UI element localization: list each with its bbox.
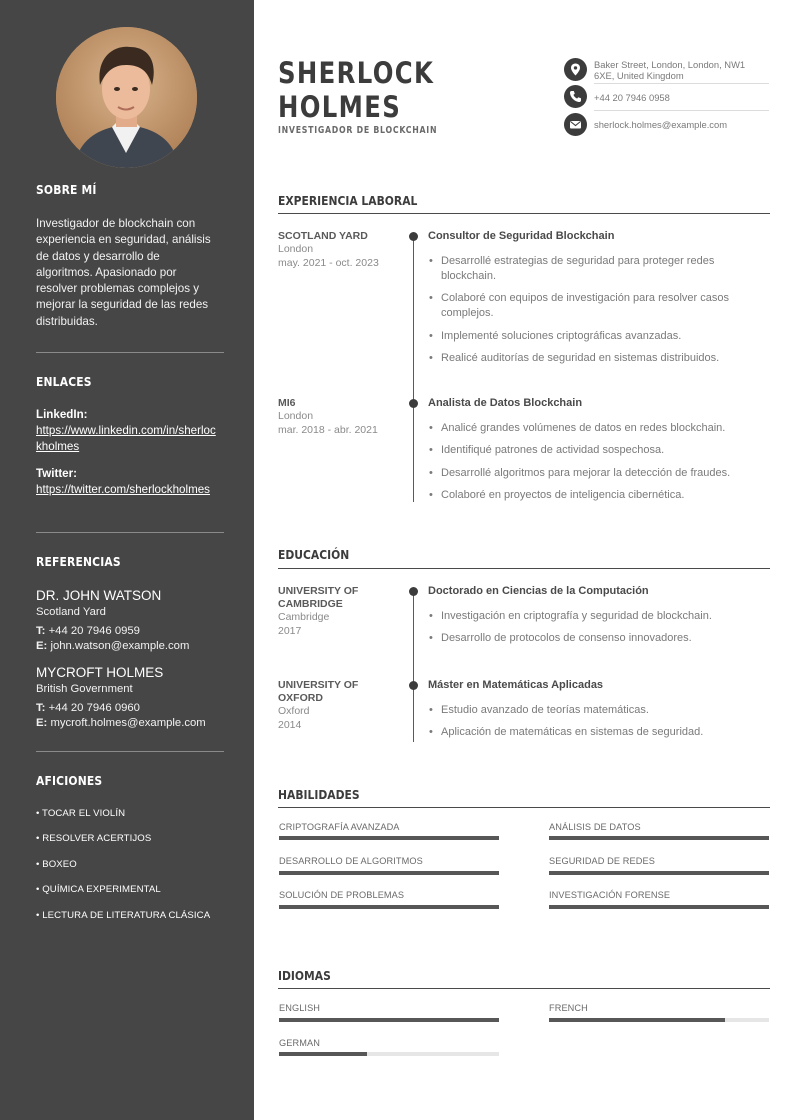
education-bullet: • Aplicación de matemáticas en sistemas de seguridad. — [441, 725, 761, 740]
language-bar — [279, 1052, 499, 1056]
section-rule — [278, 568, 770, 569]
education-bullet: • Estudio avanzado de teorías matemáticas. — [441, 703, 761, 718]
experience-dates: may. 2021 - oct. 2023 — [278, 257, 379, 269]
skills-heading: HABILIDADES — [278, 787, 360, 802]
experience-dates: mar. 2018 - abr. 2021 — [278, 424, 378, 436]
language-label: FRENCH — [549, 1003, 588, 1013]
timeline-dot — [409, 399, 418, 408]
skill-label: ANÁLISIS DE DATOS — [549, 822, 641, 832]
divider — [36, 532, 224, 533]
experience-bullet: • Desarrollé estrategias de seguridad para proteger redes blockchain. — [441, 254, 761, 284]
phone-icon — [564, 85, 587, 108]
phone-label: T: — [36, 702, 46, 714]
experience-org: MI6 — [278, 397, 296, 409]
name-last: HOLMES — [278, 90, 402, 124]
divider — [594, 83, 769, 84]
divider — [36, 352, 224, 353]
education-degree: Doctorado en Ciencias de la Computación — [428, 585, 649, 597]
about-text: Investigador de blockchain con experiencia en seguridad, análisis de datos y desarrollo de algoritmos. Apasionado por resolver problemas complejos y mejorar la seguridad de las redes distribuidas. — [36, 217, 211, 328]
phone-label: T: — [36, 625, 46, 637]
divider — [594, 110, 769, 111]
reference-org: Scotland Yard — [36, 606, 106, 618]
languages-heading: IDIOMAS — [278, 968, 331, 983]
reference-email — [36, 717, 206, 729]
education-location: Cambridge — [278, 611, 330, 623]
hobby-item: • TOCAR EL VIOLÍN — [36, 808, 126, 819]
hobbies-heading: AFICIONES — [36, 773, 103, 788]
reference-phone-value: +44 20 7946 0960 — [48, 702, 140, 714]
experience-role: Analista de Datos Blockchain — [428, 397, 583, 409]
section-rule — [278, 807, 770, 808]
sidebar — [0, 0, 254, 1120]
linkedin-link[interactable]: https://www.linkedin.com/in/sherlockholmes — [36, 424, 216, 453]
email-label: E: — [36, 640, 48, 652]
skill-bar-fill — [279, 905, 499, 909]
experience-location: London — [278, 410, 314, 422]
reference-email-value: mycroft.holmes@example.com — [50, 717, 206, 729]
education-org: UNIVERSITY OF CAMBRIDGE — [278, 585, 359, 611]
reference-name: DR. JOHN WATSON — [36, 588, 162, 603]
education-bullet: • Desarrollo de protocolos de consenso innovadores. — [441, 631, 761, 646]
language-label: ENGLISH — [279, 1003, 321, 1013]
section-rule — [278, 988, 770, 989]
skill-bar-fill — [549, 836, 769, 840]
skill-bar — [279, 871, 499, 875]
experience-bullet: • Identifiqué patrones de actividad sospechosa. — [441, 443, 761, 458]
skill-bar-fill — [549, 905, 769, 909]
education-heading: EDUCACIÓN — [278, 547, 350, 562]
job-title: INVESTIGADOR DE BLOCKCHAIN — [278, 125, 438, 136]
email-icon — [564, 113, 587, 136]
skill-bar-fill — [549, 871, 769, 875]
skill-label: SOLUCIÓN DE PROBLEMAS — [279, 890, 405, 900]
education-org: UNIVERSITY OF OXFORD — [278, 679, 359, 705]
skill-label: CRIPTOGRAFÍA AVANZADA — [279, 822, 400, 832]
about-heading: SOBRE MÍ — [36, 182, 97, 197]
experience-bullet: • Analicé grandes volúmenes de datos en redes blockchain. — [441, 421, 761, 436]
education-year: 2017 — [278, 625, 302, 637]
education-location: Oxford — [278, 705, 310, 717]
divider — [36, 751, 224, 752]
skill-bar — [279, 836, 499, 840]
experience-timeline — [413, 236, 414, 502]
experience-bullet: • Realicé auditorías de seguridad en sistemas distribuidos. — [441, 351, 761, 366]
hobby-item: • QUÍMICA EXPERIMENTAL — [36, 884, 161, 895]
portrait-image — [56, 27, 197, 168]
reference-email — [36, 640, 189, 652]
language-bar-fill — [549, 1018, 725, 1022]
experience-bullet: • Desarrollé algoritmos para mejorar la detección de fraudes. — [441, 466, 761, 481]
email-label: E: — [36, 717, 48, 729]
references-heading: REFERENCIAS — [36, 554, 121, 569]
experience-bullet: • Colaboré en proyectos de inteligencia cibernética. — [441, 488, 761, 503]
language-label: GERMAN — [279, 1038, 320, 1048]
skill-bar-fill — [279, 871, 499, 875]
experience-bullet: • Colaboré con equipos de investigación para resolver casos complejos. — [441, 291, 761, 321]
name-first: SHERLOCK — [278, 56, 435, 90]
hobby-item: • RESOLVER ACERTIJOS — [36, 833, 152, 844]
education-degree: Máster en Matemáticas Aplicadas — [428, 679, 604, 691]
language-bar-fill — [279, 1052, 367, 1056]
twitter-label: Twitter: — [36, 467, 78, 480]
experience-heading: EXPERIENCIA LABORAL — [278, 193, 418, 208]
experience-location: London — [278, 243, 314, 255]
timeline-dot — [409, 681, 418, 690]
contact-email[interactable]: sherlock.holmes@example.com — [594, 119, 728, 130]
language-bar — [549, 1018, 769, 1022]
skill-bar — [549, 836, 769, 840]
skill-bar — [549, 905, 769, 909]
contact-address: Baker Street, London, London, NW1 6XE, United Kingdom — [594, 59, 746, 82]
reference-phone — [36, 702, 140, 714]
reference-phone — [36, 625, 140, 637]
reference-phone-value: +44 20 7946 0959 — [48, 625, 140, 637]
experience-org: SCOTLAND YARD — [278, 230, 368, 242]
education-bullet: • Investigación en criptografía y seguridad de blockchain. — [441, 609, 761, 624]
skill-label: SEGURIDAD DE REDES — [549, 856, 655, 866]
skill-label: INVESTIGACIÓN FORENSE — [549, 890, 671, 900]
reference-email-value: john.watson@example.com — [50, 640, 190, 652]
skill-bar-fill — [279, 836, 499, 840]
language-bar — [279, 1018, 499, 1022]
education-year: 2014 — [278, 719, 302, 731]
timeline-dot — [409, 587, 418, 596]
reference-name: MYCROFT HOLMES — [36, 665, 164, 680]
experience-bullet: • Implementé soluciones criptográficas avanzadas. — [441, 329, 761, 344]
section-rule — [278, 213, 770, 214]
twitter-link[interactable]: https://twitter.com/sherlockholmes — [36, 483, 210, 496]
location-pin-icon — [564, 58, 587, 81]
avatar — [56, 27, 197, 168]
contact-phone: +44 20 7946 0958 — [594, 92, 670, 103]
skill-bar — [549, 871, 769, 875]
language-bar-fill — [279, 1018, 499, 1022]
links-heading: ENLACES — [36, 374, 92, 389]
timeline-dot — [409, 232, 418, 241]
skill-label: DESARROLLO DE ALGORITMOS — [279, 856, 423, 866]
experience-role: Consultor de Seguridad Blockchain — [428, 230, 615, 242]
education-timeline — [413, 591, 414, 742]
skill-bar — [279, 905, 499, 909]
hobby-item: • LECTURA DE LITERATURA CLÁSICA — [36, 910, 211, 921]
hobby-item: • BOXEO — [36, 859, 77, 870]
linkedin-label: LinkedIn: — [36, 408, 88, 421]
reference-org: British Government — [36, 683, 133, 695]
